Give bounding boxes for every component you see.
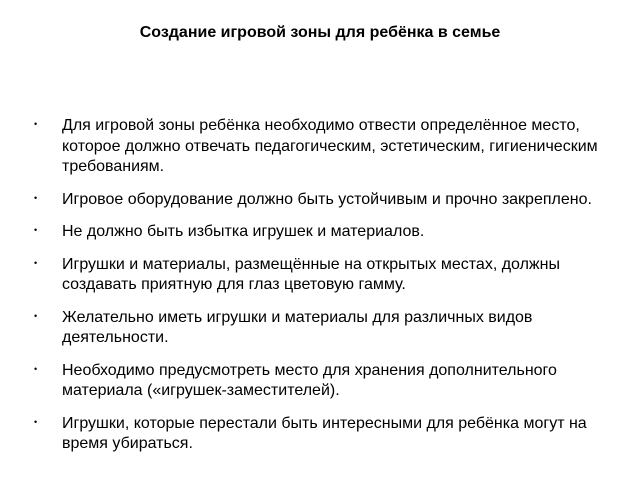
bullet-dot-icon: • bbox=[34, 225, 38, 235]
slide-title: Создание игровой зоны для ребёнка в семье bbox=[139, 24, 501, 41]
bullet-item bbox=[0, 222, 640, 243]
bullet-dot-icon: • bbox=[34, 363, 38, 374]
bullet-text: Не должно быть избытка игрушек и материалов. bbox=[62, 223, 425, 240]
bullet-text: Для игровой зоны ребёнка необходимо отвести определённое место, которое должно отвечать педагогическим, эстетическим, гигиеническим требованиям. bbox=[62, 117, 598, 175]
bullet-item bbox=[0, 116, 640, 178]
bullet-text: Игрушки и материалы, размещённые на открытых местах, должны создавать приятную для глаз цветовую гамму. bbox=[62, 255, 560, 293]
bullet-text: Желательно иметь игрушки и материалы для различных видов деятельности. bbox=[62, 308, 533, 346]
bullet-item bbox=[0, 361, 640, 402]
bullet-dot-icon: • bbox=[34, 119, 38, 129]
bullet-dot-icon: • bbox=[34, 416, 38, 427]
bullet-dot-icon: • bbox=[34, 192, 38, 203]
bullet-item bbox=[0, 190, 640, 211]
bullet-dot-icon: • bbox=[34, 310, 38, 321]
bullet-text: Игрушки, которые перестали быть интересными для ребёнка могут на время убираться. bbox=[62, 414, 587, 452]
bullet-list bbox=[0, 116, 640, 467]
bullet-item bbox=[0, 255, 640, 296]
bullet-dot-icon: • bbox=[34, 257, 38, 268]
bullet-item bbox=[0, 414, 640, 455]
bullet-text: Необходимо предусмотреть место для хранения дополнительного материала («игрушек-заместителей). bbox=[62, 361, 557, 399]
bullet-item bbox=[0, 308, 640, 349]
bullet-text: Игровое оборудование должно быть устойчивым и прочно закреплено. bbox=[62, 190, 592, 208]
